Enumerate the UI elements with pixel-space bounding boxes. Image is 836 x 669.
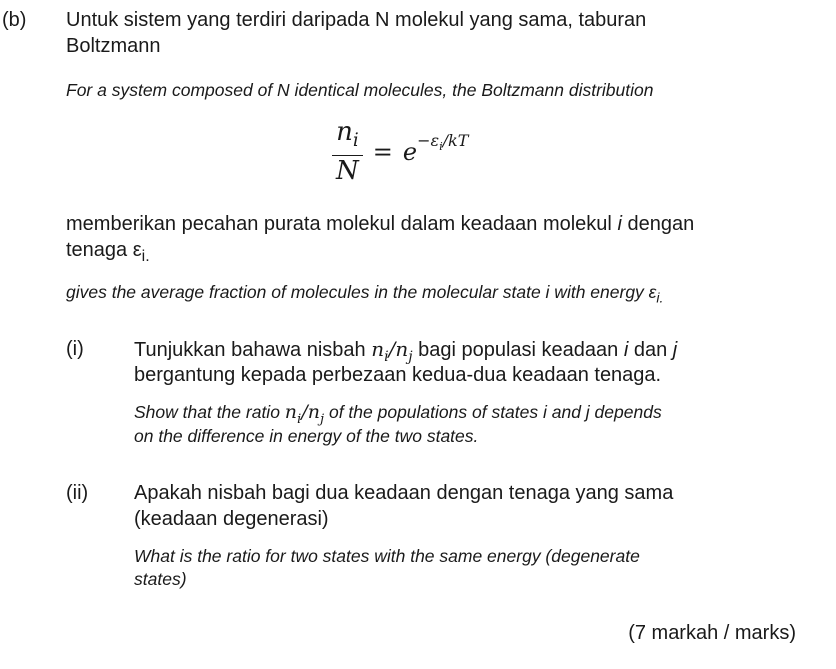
q1-english-line1: Show that the ratio $n_i/n_j$ of the populations of states i and j depends xyxy=(134,401,662,427)
intro-english: For a system composed of N identical molecules, the Boltzmann distribution xyxy=(66,80,654,100)
after-eq-malay-line1: memberikan pecahan purata molekul dalam keadaan molekul i dengan xyxy=(66,213,695,235)
marks-label: (7 markah / marks) xyxy=(628,622,796,644)
equation-exponential: $e^{-\varepsilon_i/kT}$ xyxy=(402,130,469,166)
after-eq-malay-line2: tenaga $\varepsilon_{i.}$ xyxy=(66,239,150,265)
part-label: (b) xyxy=(2,9,27,31)
q1-english-ratio: $n_i/n_j$ xyxy=(284,401,325,427)
q1-malay-line1: Tunjukkan bahawa nisbah $n_i/n_j$ bagi populasi keadaan i dan j xyxy=(134,337,678,365)
q2-malay-line1: Apakah nisbah bagi dua keadaan dengan tenaga yang sama xyxy=(134,482,674,504)
equation-denominator: N xyxy=(332,155,363,186)
q2-malay-line2: (keadaan degenerasi) xyxy=(134,508,329,530)
q1-malay-line2: bergantung kepada perbezaan kedua-dua keadaan tenaga. xyxy=(134,364,662,386)
equation-numerator: $n_i$ xyxy=(336,117,359,152)
after-eq-english: gives the average fraction of molecules in the molecular state i with energy $\varepsilon_{i.}$ xyxy=(66,282,664,306)
q2-label: (ii) xyxy=(66,482,89,504)
q1-label: (i) xyxy=(66,338,84,360)
q1-english-line2: on the difference in energy of the two states. xyxy=(134,426,479,446)
q2-english-line2: states) xyxy=(134,569,187,589)
intro-malay-line2: Boltzmann xyxy=(66,35,161,57)
q2-english-line1: What is the ratio for two states with the same energy (degenerate xyxy=(134,546,640,566)
boltzmann-equation xyxy=(332,118,468,186)
intro-malay-line1: Untuk sistem yang terdiri daripada N molekul yang sama, taburan xyxy=(66,9,647,31)
q1-ratio: $n_i/n_j$ xyxy=(371,337,413,365)
equation-equals: = xyxy=(372,138,393,167)
equation-fraction xyxy=(332,118,363,186)
